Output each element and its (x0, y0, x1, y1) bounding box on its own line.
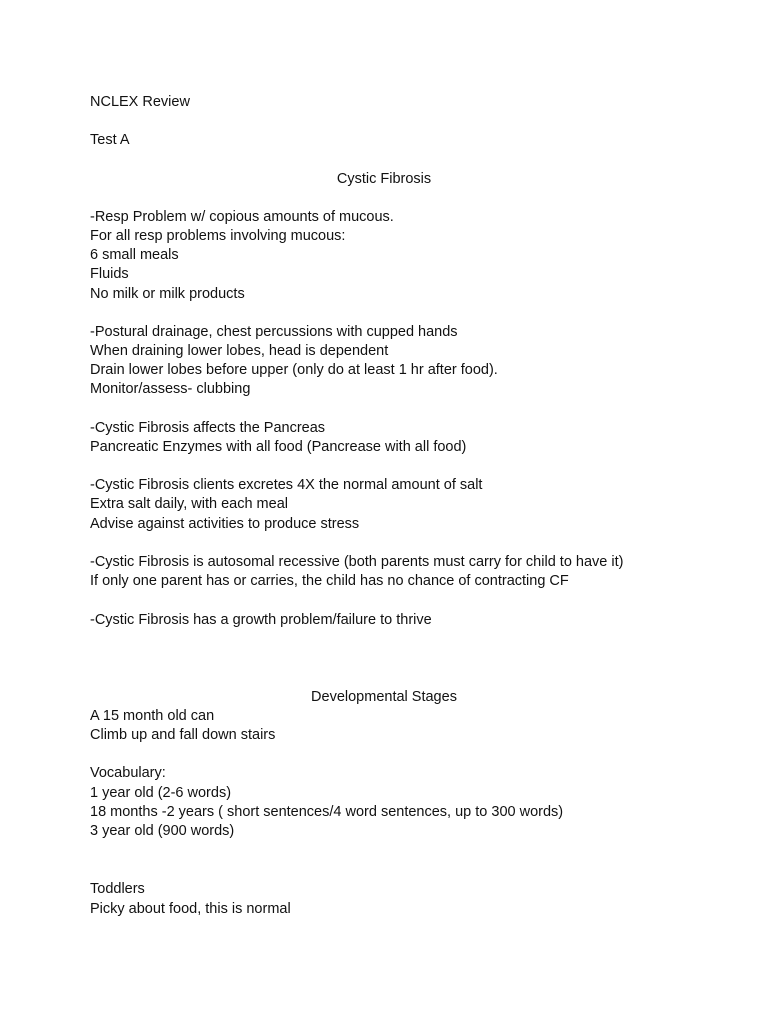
text-line: Advise against activities to produce stress (90, 516, 360, 532)
text-line: Picky about food, this is normal (90, 901, 291, 917)
text-line: Pancreatic Enzymes with all food (Pancrease with all food) (90, 439, 467, 455)
text-line: When draining lower lobes, head is dependent (90, 343, 389, 359)
text-line: -Cystic Fibrosis affects the Pancreas (90, 420, 326, 436)
text-line: 1 year old (2-6 words) (90, 785, 232, 801)
text-line: For all resp problems involving mucous: (90, 228, 346, 244)
text-line: Drain lower lobes before upper (only do at least 1 hr after food). (90, 362, 498, 378)
text-line: -Resp Problem w/ copious amounts of mucous. (90, 209, 394, 225)
text-line: No milk or milk products (90, 286, 245, 302)
section-heading-cystic-fibrosis: Cystic Fibrosis (336, 171, 432, 187)
text-line: -Cystic Fibrosis clients excretes 4X the normal amount of salt (90, 477, 483, 493)
text-line: Monitor/assess- clubbing (90, 381, 251, 397)
text-line: -Cystic Fibrosis has a growth problem/failure to thrive (90, 612, 432, 628)
text-line: 3 year old (900 words) (90, 823, 235, 839)
text-line: A 15 month old can (90, 708, 215, 724)
section-heading-developmental-stages: Developmental Stages (311, 689, 457, 705)
document-header: NCLEX Review (90, 94, 190, 110)
text-line: Toddlers (90, 881, 145, 897)
text-line: If only one parent has or carries, the child has no chance of contracting CF (90, 573, 569, 589)
text-line: -Postural drainage, chest percussions with cupped hands (90, 324, 458, 340)
text-line: Extra salt daily, with each meal (90, 496, 288, 512)
text-line: -Cystic Fibrosis is autosomal recessive (both parents must carry for child to have it) (90, 554, 624, 570)
text-line: Fluids (90, 266, 129, 282)
text-line: 6 small meals (90, 247, 179, 263)
text-line: Vocabulary: (90, 765, 166, 781)
test-label: Test A (90, 132, 130, 148)
text-line: 18 months -2 years ( short sentences/4 word sentences, up to 300 words) (90, 804, 564, 820)
text-line: Climb up and fall down stairs (90, 727, 276, 743)
